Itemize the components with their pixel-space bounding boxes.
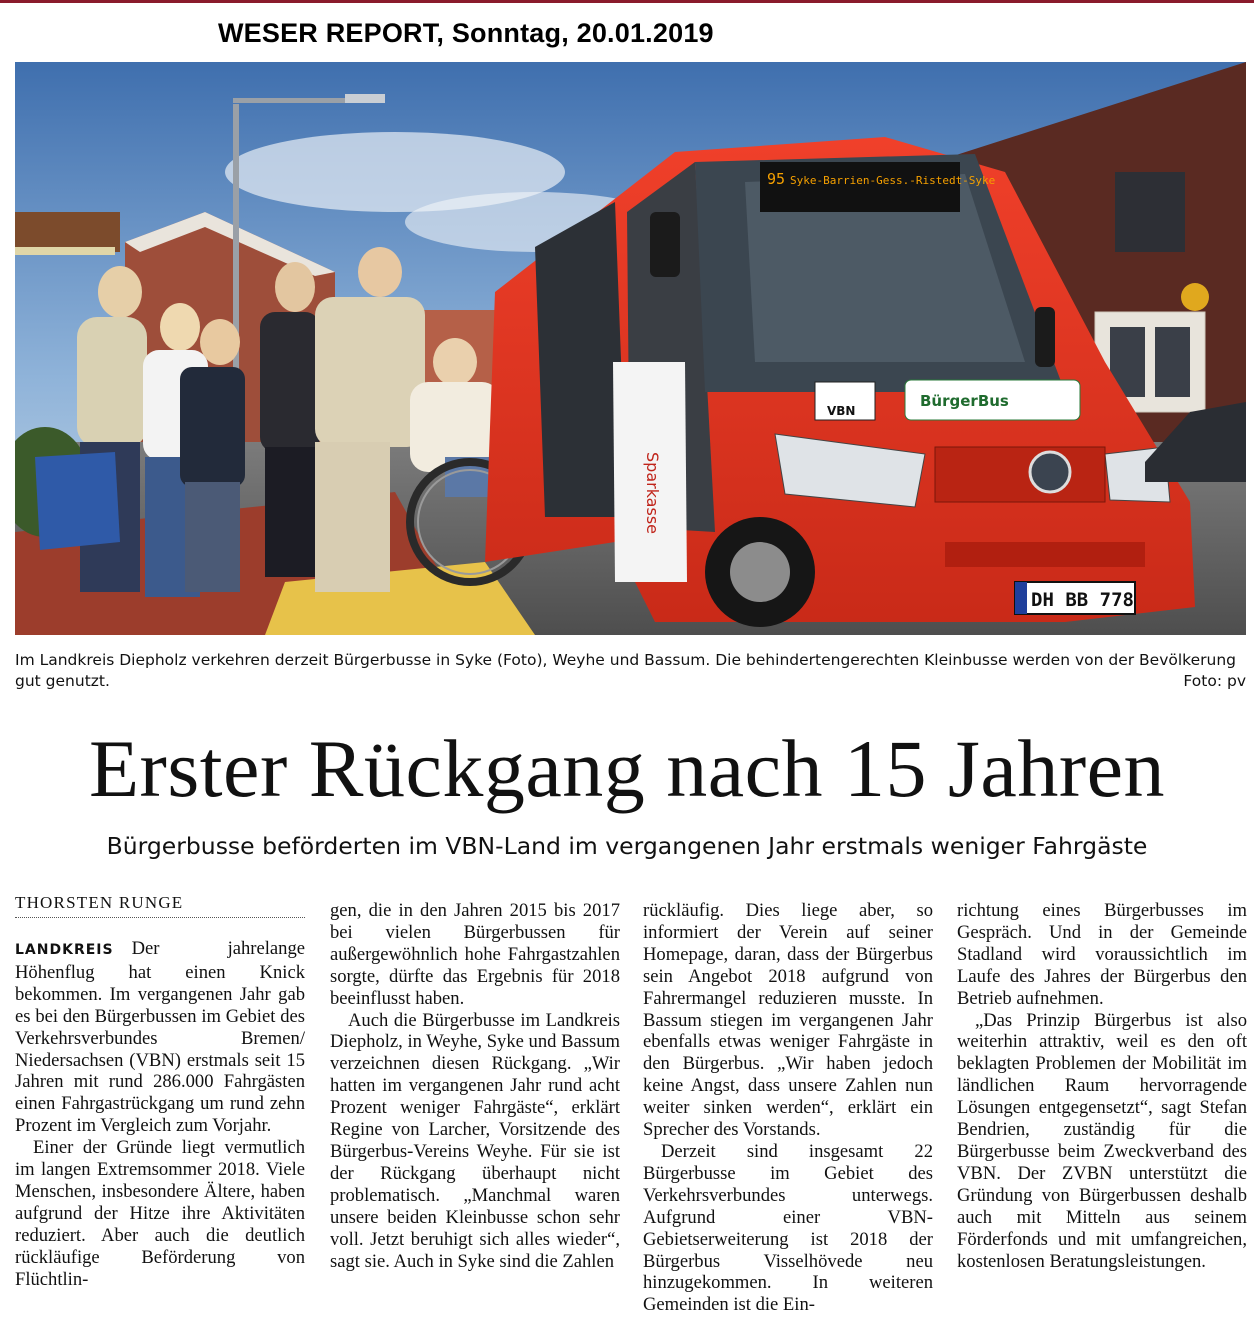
col2-paragraph-1: gen, die in den Jahren 2015 bis 2017 bei vielen Bürgerbussen für außergewöhnlich hohe Fahrgastzahlen sorgte, dürfte das Ergebnis für 2018 beeinflusst haben. [330,900,620,1009]
col2-paragraph-2: Auch die Bürgerbusse im Landkreis Diepholz, in Weyhe, Syke und Bassum verzeichnen diesen Rückgang. „Wir hatten im vergangenen Jahr rund acht Prozent weniger Fahrgäste“, erklärt Regine von Larcher, Vorsitzende des Bürgerbus-Vereins Weyhe. Für sie ist der Rückgang überhaupt nicht problematisch. „Manchmal waren unsere beiden Kleinbusse schon sehr voll. Jetzt beruhigt sich alles wieder“, sagt sie. Auch in Syke sind die Zahlen [330,1009,620,1272]
masthead: WESER REPORT, Sonntag, 20.01.2019 [218,18,714,48]
col1-paragraph-2: Einer der Gründe liegt vermutlich im langen Extremsommer 2018. Viele Menschen, insbesondere Ältere, haben aufgrund der Hitze ihre Aktivitäten reduziert. Aber auch die deutlich rückläufige Beförderung von Flüchtlin- [15,1137,305,1290]
photo-caption [15,650,1246,692]
top-border [0,0,1254,3]
bus-destination: Syke-Barrien-Gess.-Ristedt-Syke [790,174,996,187]
article-column-3 [643,900,933,1316]
col4-paragraph-2: „Das Prinzip Bürgerbus ist also weiterhin attraktiv, weil es den oft beklagten Problemen der Mobilität im ländlichen Raum hervorragende Lösungen entgegensetzt“, sagt Stefan Bendrien, zuständig für die Bürgerbusse beim Zweckverband des VBN. Der ZVBN unterstützt die Gründung von Bürgerbussen deshalb auch mit Mitteln aus seinem Förderfonds und mit umfangreichen, kostenlosen Beratungsleistungen. [957,1009,1247,1272]
byline-rule [15,917,305,918]
author-byline: THORSTEN RUNGE [15,893,184,912]
subheadline: Bürgerbusse beförderten im VBN-Land im vergangenen Jahr erstmals weniger Fahrgäste [106,832,1148,860]
caption-text: Im Landkreis Diepholz verkehren derzeit Bürgerbusse in Syke (Foto), Weyhe und Bassum. Die behindertengerechten Kleinbusse werden von der Bevölkerung gut genutzt. [15,651,1236,690]
col1-paragraph-1: Der jahrelange Höhenflug hat einen Knick bekommen. Im vergangenen Jahr gab es bei den Bürgerbussen im Gebiet des Verkehrsverbundes Bremen/ Niedersachsen (VBN) erstmals seit 15 Jahren mit rund 286.000 Fahrgästen einen Fahrgastrückgang um rund zehn Prozent im Vergleich zum Vorjahr. [15,938,305,1137]
photo-credit: Foto: pv [1183,672,1246,690]
article-column-2 [330,900,620,1272]
article-column-1 [15,938,305,1291]
license-plate: DH BB 778 [1031,589,1134,611]
col3-paragraph-1: rückläufig. Dies liege aber, so informiert der Verein auf seiner Homepage, daran, dass der Bürgerbus sein Angebot 2018 aufgrund von Fahrermangel reduzieren musste. In Bassum stiegen im vergangenen Jahr ebenfalls etwas weniger Fahrgäste in den Bürgerbus. „Wir haben jedoch keine Angst, dass unsere Zahlen nun weiter sinken werden“, erklärt ein Sprecher des Vorstands. [643,900,933,1141]
buergerbus-logo: BürgerBus [920,392,1009,410]
news-photo [15,62,1246,635]
bus-route-number: 95 [767,170,786,188]
article-column-4 [957,900,1247,1272]
col4-paragraph-1: richtung eines Bürgerbusses im Gespräch. Und in der Gemeinde Stadland wird voraussichtlich im Laufe des Jahres der Bürgerbus den Betrieb aufnehmen. [957,900,1247,1009]
headline: Erster Rückgang nach 15 Jahren [88,723,1166,814]
dateline: LANDKREIS [15,942,114,958]
vbn-logo: VBN [827,404,856,418]
sparkasse-text: Sparkasse [643,452,662,534]
col3-paragraph-2: Derzeit sind insgesamt 22 Bürgerbusse im Gebiet des Verkehrsverbundes unterwegs. Aufgrund einer VBN-Gebietserweiterung ist 2018 der Bürgerbus Visselhövede neu hinzugekommen. In weiteren Gemeinden ist die Ein- [643,1140,933,1316]
